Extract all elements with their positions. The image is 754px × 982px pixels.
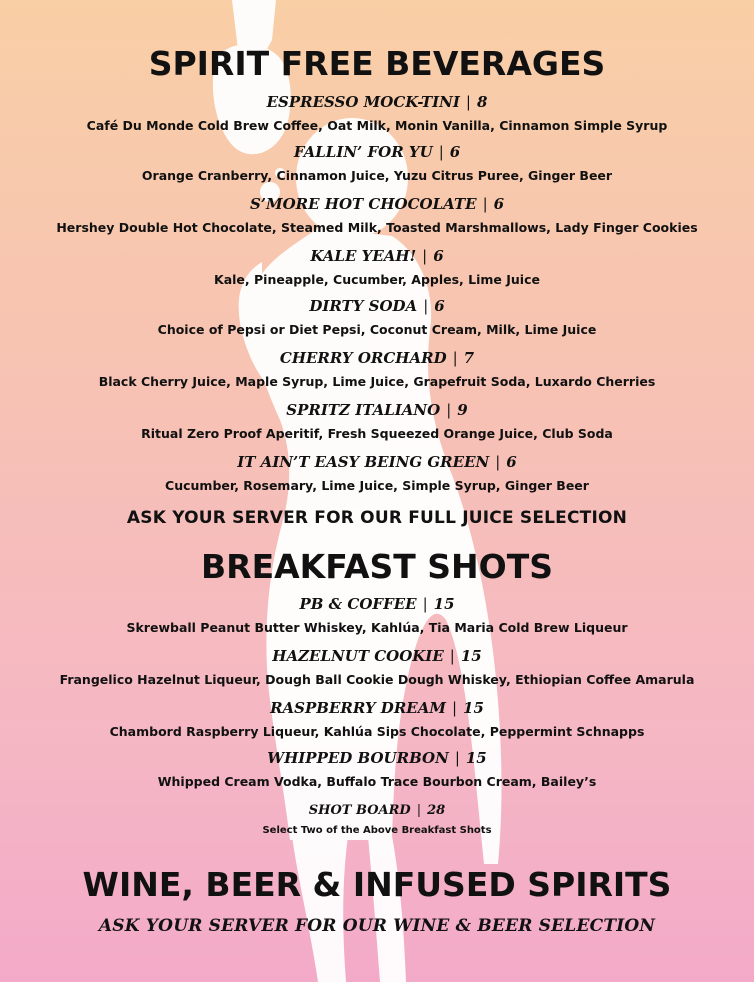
price-separator: | xyxy=(449,647,455,665)
item-price: 8 xyxy=(476,93,488,111)
price-separator: | xyxy=(454,749,460,767)
menu-item-description: Cucumber, Rosemary, Lime Juice, Simple Syrup, Ginger Beer xyxy=(165,478,589,493)
menu-item-description: Choice of Pepsi or Diet Pepsi, Coconut Cream, Milk, Lime Juice xyxy=(157,322,597,337)
item-price: 6 xyxy=(449,143,461,161)
menu-item-name xyxy=(0,349,754,367)
menu-item-name xyxy=(0,453,754,471)
item-title: SHOT BOARD xyxy=(308,803,411,818)
item-title: FALLIN’ FOR YU xyxy=(293,143,433,161)
menu-item-description: Hershey Double Hot Chocolate, Steamed Milk, Toasted Marshmallows, Lady Finger Cookies xyxy=(56,220,698,235)
menu-item-description: Frangelico Hazelnut Liqueur, Dough Ball Cookie Dough Whiskey, Ethiopian Coffee Amarula xyxy=(59,672,695,687)
menu-item-description: Café Du Monde Cold Brew Coffee, Oat Milk, Monin Vanilla, Cinnamon Simple Syrup xyxy=(86,118,668,133)
price-separator: | xyxy=(423,297,429,315)
menu-item-description: Orange Cranberry, Cinnamon Juice, Yuzu Citrus Puree, Ginger Beer xyxy=(141,168,613,183)
item-title: DIRTY SODA xyxy=(309,297,418,315)
item-price: 28 xyxy=(427,803,446,818)
item-title: ESPRESSO MOCK-TINI xyxy=(266,93,460,111)
price-separator: | xyxy=(452,349,458,367)
menu-item-name xyxy=(0,93,754,111)
price-separator: | xyxy=(422,247,428,265)
menu-item-description: Whipped Cream Vodka, Buffalo Trace Bourbon Cream, Bailey’s xyxy=(157,774,597,789)
item-price: 15 xyxy=(433,595,455,613)
item-price: 15 xyxy=(463,699,484,717)
price-separator: | xyxy=(446,401,452,419)
menu-item-description: Ritual Zero Proof Aperitif, Fresh Squeezed Orange Juice, Club Soda xyxy=(141,426,613,441)
menu-item-description: Kale, Pineapple, Cucumber, Apples, Lime Juice xyxy=(214,272,540,287)
item-price: 6 xyxy=(434,297,445,315)
price-separator: | xyxy=(438,143,444,161)
item-price: 15 xyxy=(460,647,482,665)
item-price: 6 xyxy=(493,195,505,213)
menu-item-name xyxy=(0,595,754,613)
price-separator: | xyxy=(482,195,488,213)
price-separator: | xyxy=(495,453,501,471)
item-price: 7 xyxy=(463,349,475,367)
menu-item-name xyxy=(0,195,754,213)
menu-item-name xyxy=(0,647,754,665)
item-title: WHIPPED BOURBON xyxy=(267,749,449,767)
item-title: RASPBERRY DREAM xyxy=(270,699,446,717)
menu-item-name xyxy=(0,749,754,767)
item-price: 9 xyxy=(457,401,468,419)
item-price: 15 xyxy=(465,749,487,767)
item-title: IT AIN’T EASY BEING GREEN xyxy=(237,453,490,471)
menu-item-description: Black Cherry Juice, Maple Syrup, Lime Juice, Grapefruit Soda, Luxardo Cherries xyxy=(98,374,656,389)
menu-item-name xyxy=(0,699,754,717)
item-price: 6 xyxy=(433,247,444,265)
item-price: 6 xyxy=(506,453,517,471)
price-separator: | xyxy=(465,93,471,111)
item-title: PB & COFFEE xyxy=(299,595,417,613)
item-title: KALE YEAH! xyxy=(310,247,417,265)
menu-item-name xyxy=(0,143,754,161)
menu-item-name xyxy=(0,297,754,315)
wine-beer-title: WINE, BEER & INFUSED SPIRITS xyxy=(82,865,672,904)
menu-item-name xyxy=(0,401,754,419)
menu-item-name xyxy=(0,803,754,818)
juice-selection-note: ASK YOUR SERVER FOR OUR FULL JUICE SELECTION xyxy=(126,508,628,528)
price-separator: | xyxy=(422,595,428,613)
menu-item-description: Skrewball Peanut Butter Whiskey, Kahlúa, Tia Maria Cold Brew Liqueur xyxy=(126,620,628,635)
wine-beer-note: ASK YOUR SERVER FOR OUR WINE & BEER SELECTION xyxy=(98,916,656,936)
item-title: S’MORE HOT CHOCOLATE xyxy=(249,195,477,213)
breakfast-shots-title: BREAKFAST SHOTS xyxy=(201,547,553,586)
menu-item-description: Select Two of the Above Breakfast Shots xyxy=(262,825,492,836)
price-separator: | xyxy=(416,803,422,818)
item-title: HAZELNUT COOKIE xyxy=(272,647,444,665)
price-separator: | xyxy=(451,699,458,717)
menu-item-name xyxy=(0,247,754,265)
item-title: SPRITZ ITALIANO xyxy=(286,401,441,419)
spirit-free-title: SPIRIT FREE BEVERAGES xyxy=(148,44,606,83)
menu-item-description: Chambord Raspberry Liqueur, Kahlúa Sips Chocolate, Peppermint Schnapps xyxy=(109,724,645,739)
item-title: CHERRY ORCHARD xyxy=(279,349,447,367)
